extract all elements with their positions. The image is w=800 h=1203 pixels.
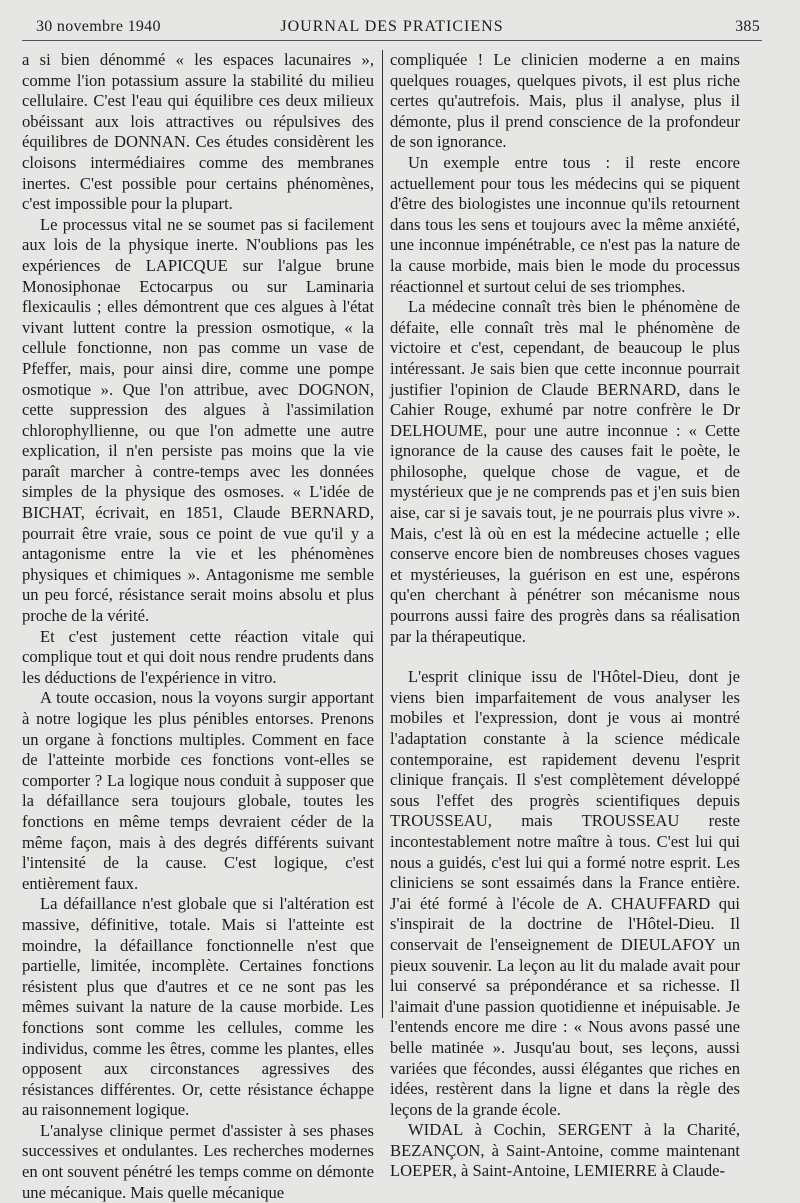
- paragraph: WIDAL à Cochin, SERGENT à la Charité, BEZANÇON, à Saint-Antoine, comme maintenant LOEPER, à Saint-Antoine, LEMIERRE à Claude-: [390, 1120, 740, 1181]
- paragraph: A toute occasion, nous la voyons surgir apportant à notre logique les plus pénibles entorses. Prenons un organe à fonctions multiples. Comment en face de l'atteinte morbide ces fonctions vont-elles se comporter ? La logique nous conduit à supposer que la défaillance sera toujours globale, toutes les fonctions en même temps devraient céder de la même façon, mais à des degrés différents suivant l'intensité de la cause. C'est logique, c'est entièrement faux.: [22, 688, 374, 893]
- paragraph: Et c'est justement cette réaction vitale qui complique tout et qui doit nous rendre prudents dans les déductions de l'expérience in vitro.: [22, 626, 374, 687]
- left-column: [22, 50, 374, 1202]
- column-divider: [382, 50, 383, 1018]
- header-date: 30 novembre 1940: [36, 18, 161, 35]
- page-number: 385: [735, 18, 760, 35]
- paragraph: L'analyse clinique permet d'assister à ses phases successives et ondulantes. Les recherches modernes en ont souvent pénétré les temps comme on démonte une mécanique. Mais quelle mécanique: [22, 1120, 374, 1202]
- journal-title: JOURNAL DES PRATICIENS: [280, 18, 504, 35]
- paragraph: La médecine connaît très bien le phénomène de défaite, elle connaît très mal le phénomène de victoire et c'est, cependant, de beaucoup le plus intéressant. Je sais bien que cette inconnue pourrait justifier l'opinion de Claude BERNARD, dans le Cahier Rouge, exhumé par notre confrère le Dr DELHOUME, pour une autre inconnue : « Cette ignorance de la cause des causes fait le poète, le philosophe, quelque chose de vague, et de mystérieux que je ne comprends pas et j'en suis bien aise, car si je savais tout, je ne pourrais plus vivre ». Mais, c'est là où en est la médecine actuelle ; elle conserve encore bien de nombreuses choses vagues et mystérieuses, la guérison en est une, espérons qu'en cherchant à pénétrer son mécanisme nous pourrons aussi faire des progrès dans sa réalisation par la thérapeutique.: [390, 297, 740, 646]
- paragraph: Un exemple entre tous : il reste encore actuellement pour tous les médecins qui se piquent d'être des biologistes une inconnue qu'ils retournent dans tous les sens et toujours avec la même anxiété, une inconnue impénétrable, ce n'est pas la nature de la cause morbide, mais bien le mode du processus réactionnel et surtout celui de ses triomphes.: [390, 152, 740, 296]
- paragraph: Le processus vital ne se soumet pas si facilement aux lois de la physique inerte. N'oublions pas les expériences de LAPICQUE sur l'algue brune Monosiphonae Ectocarpus ou sur Laminaria flexicaulis ; elles démontrent que ces algues à l'état vivant luttent contre la pression osmotique, « la cellule fonctionne, non pas comme un vase de Pfeffer, mais, pour ainsi dire, comme une pompe osmotique ». Que l'on attribue, avec DOGNON, cette suppression des algues à l'assimilation chlorophyllienne, ou que l'on admette une autre explication, il n'en persiste pas moins que la vie paraît marcher à contre-temps avec les données simples de la physique des osmoses. « L'idée de BICHAT, écrivait, en 1851, Claude BERNARD, pourrait être vraie, sous ce point de vue qu'il y a antagonisme entre la vie et les phénomènes physiques et chimiques ». Antagonisme me semble un peu forcé, résistance serait moins absolu et plus proche de la vérité.: [22, 214, 374, 626]
- right-column: [390, 50, 740, 1181]
- running-header: [22, 16, 762, 41]
- paragraph: La défaillance n'est globale que si l'altération est massive, définitive, totale. Mais si l'atteinte est moindre, la défaillance fonctionnelle n'est que partielle, limitée, incomplète. Certaines fonctions résistent plus que d'autres et ce ne sont pas les mêmes suivant la nature de la cause morbide. Les fonctions sont comme les cellules, comme les individus, comme les êtres, comme les plantes, elles opposent aux circonstances agressives des résistances différentes. Or, cette résistance échappe au raisonnement logique.: [22, 894, 374, 1120]
- paragraph: compliquée ! Le clinicien moderne a en mains quelques rouages, quelques pivots, il est plus riche certes qu'autrefois. Mais, plus il analyse, plus il démonte, plus il prend conscience de la profondeur de son ignorance.: [390, 50, 740, 152]
- paragraph: a si bien dénommé « les espaces lacunaires », comme l'ion potassium assure la stabilité du milieu cellulaire. C'est l'eau qui équilibre ces deux milieux obéissant aux lois attractives ou répulsives des équilibres de DONNAN. Ces études considèrent les cloisons intermédiaires comme des membranes inertes. C'est possible pour certains phénomènes, c'est impossible pour la plupart.: [22, 50, 374, 214]
- paragraph: L'esprit clinique issu de l'Hôtel-Dieu, dont je viens bien imparfaitement de vous analyser les mobiles et l'expression, dont je vous ai montré l'adaptation constante à la science médicale contemporaine, est rapidement devenu l'esprit clinique français. Il s'est complètement développé sous l'effet des progrès scientifiques depuis TROUSSEAU, mais TROUSSEAU reste incontestablement notre maître à tous. C'est lui qui nous a guidés, c'est lui qui a formé notre esprit. Les cliniciens se sont essaimés dans la France entière. J'ai été formé à l'école de A. CHAUFFARD qui s'inspirait de la doctrine de l'Hôtel-Dieu. Il conservait de l'enseignement de DIEULAFOY un pieux souvenir. La leçon au lit du malade avait pour lui conservé sa prépondérance et sa richesse. Il l'aimait d'une passion quotidienne et inépuisable. Je l'entends encore me dire : « Nous avons passé une belle matinée ». Jusqu'au bout, ses leçons, aussi variées que fécondes, aussi élégantes que riches en idées, restèrent dans la ligne et dans la règle des leçons de la grande école.: [390, 667, 740, 1119]
